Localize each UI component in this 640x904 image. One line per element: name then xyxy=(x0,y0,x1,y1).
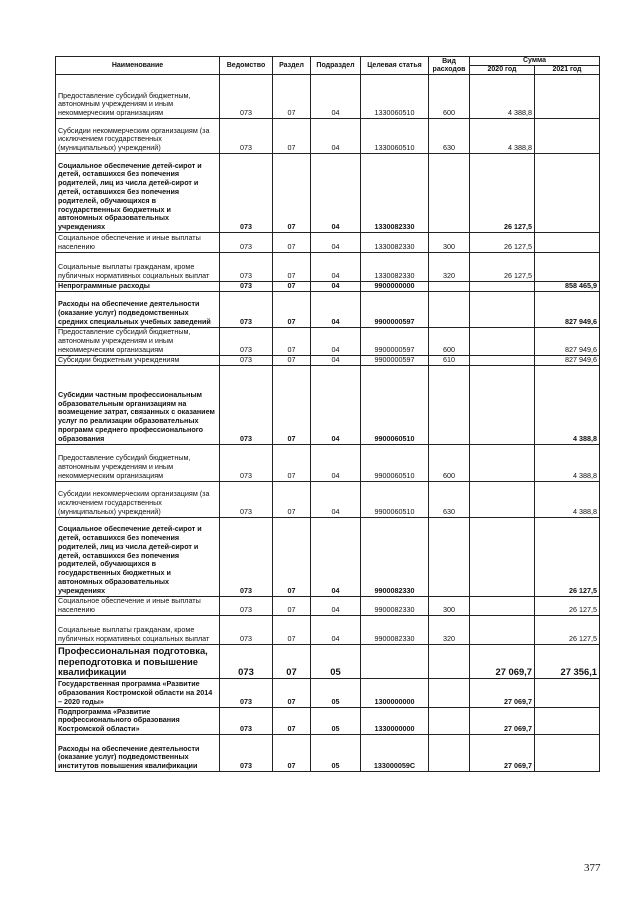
row-2020-cell xyxy=(470,291,535,327)
row-article-cell: 1330082330 xyxy=(361,233,429,253)
row-2021-cell: 827 949,6 xyxy=(535,355,600,365)
table-row xyxy=(56,327,600,355)
row-article-cell: 9900000597 xyxy=(361,291,429,327)
row-section-cell: 07 xyxy=(273,291,311,327)
row-article-cell: 9900000000 xyxy=(361,282,429,292)
row-type-cell xyxy=(429,517,470,596)
row-section-cell: 07 xyxy=(273,734,311,771)
row-section-cell: 07 xyxy=(273,282,311,292)
row-article-cell: 9900082330 xyxy=(361,615,429,644)
row-section-cell: 07 xyxy=(273,154,311,233)
header-2021: 2021 год xyxy=(535,66,600,75)
row-2021-cell xyxy=(535,119,600,154)
row-2020-cell xyxy=(470,444,535,481)
row-2021-cell: 827 949,6 xyxy=(535,291,600,327)
row-subsection-cell: 04 xyxy=(311,327,361,355)
row-type-cell: 320 xyxy=(429,253,470,282)
row-section-cell: 07 xyxy=(273,596,311,615)
row-subsection-cell: 04 xyxy=(311,596,361,615)
row-2021-cell: 4 388,8 xyxy=(535,444,600,481)
row-type-cell xyxy=(429,291,470,327)
row-dept-cell: 073 xyxy=(220,355,273,365)
row-name-cell: Непрограммные расходы xyxy=(56,282,220,292)
table-row xyxy=(56,644,600,678)
row-article-cell: 9900082330 xyxy=(361,596,429,615)
row-name-cell: Социальное обеспечение детей-сирот и детей, оставшихся без попечения родителей, лиц из числа детей-сирот и детей, оставшихся без попечения родителей, обучающихся в государственных бюджетных и автономных образовательных учреждениях xyxy=(56,154,220,233)
row-2021-cell xyxy=(535,75,600,119)
row-2021-cell xyxy=(535,233,600,253)
row-subsection-cell: 05 xyxy=(311,707,361,734)
header-type: Вид расходов xyxy=(429,57,470,75)
header-dept: Ведомство xyxy=(220,57,273,75)
row-subsection-cell: 04 xyxy=(311,615,361,644)
row-subsection-cell: 04 xyxy=(311,75,361,119)
row-subsection-cell: 04 xyxy=(311,481,361,517)
row-type-cell: 300 xyxy=(429,596,470,615)
row-article-cell: 1330000000 xyxy=(361,707,429,734)
row-section-cell: 07 xyxy=(273,75,311,119)
row-2021-cell: 858 465,9 xyxy=(535,282,600,292)
row-2021-cell: 26 127,5 xyxy=(535,615,600,644)
table-row xyxy=(56,707,600,734)
table-row xyxy=(56,615,600,644)
row-type-cell xyxy=(429,644,470,678)
row-section-cell: 07 xyxy=(273,615,311,644)
row-name-cell: Предоставление субсидий бюджетным, автономным учреждениям и иным некоммерческим организациям xyxy=(56,75,220,119)
row-2021-cell xyxy=(535,734,600,771)
row-type-cell: 630 xyxy=(429,481,470,517)
row-dept-cell: 073 xyxy=(220,678,273,707)
row-name-cell: Профессиональная подготовка, переподготовка и повышение квалификации xyxy=(56,644,220,678)
row-dept-cell: 073 xyxy=(220,154,273,233)
row-section-cell: 07 xyxy=(273,707,311,734)
table-body xyxy=(56,75,600,772)
row-article-cell: 9900060510 xyxy=(361,481,429,517)
header-name: Наименование xyxy=(56,57,220,75)
row-2020-cell: 27 069,7 xyxy=(470,678,535,707)
row-name-cell: Предоставление субсидий бюджетным, автономным учреждениям и иным некоммерческим организациям xyxy=(56,444,220,481)
table-row xyxy=(56,596,600,615)
row-article-cell: 9900060510 xyxy=(361,444,429,481)
row-2020-cell xyxy=(470,615,535,644)
row-2020-cell: 26 127,5 xyxy=(470,233,535,253)
row-subsection-cell: 04 xyxy=(311,365,361,444)
row-2021-cell: 27 356,1 xyxy=(535,644,600,678)
row-2020-cell xyxy=(470,481,535,517)
row-article-cell: 1330060510 xyxy=(361,75,429,119)
row-subsection-cell: 04 xyxy=(311,517,361,596)
row-type-cell xyxy=(429,282,470,292)
row-name-cell: Расходы на обеспечение деятельности (оказание услуг) подведомственных институтов повышения квалификации xyxy=(56,734,220,771)
row-type-cell: 600 xyxy=(429,327,470,355)
row-2020-cell: 26 127,5 xyxy=(470,154,535,233)
row-subsection-cell: 04 xyxy=(311,282,361,292)
row-article-cell: 9900000597 xyxy=(361,327,429,355)
row-2021-cell xyxy=(535,253,600,282)
row-2020-cell: 4 388,8 xyxy=(470,119,535,154)
table-row xyxy=(56,253,600,282)
header-sum: Сумма xyxy=(470,57,600,66)
header-article: Целевая статья xyxy=(361,57,429,75)
table-row xyxy=(56,119,600,154)
row-name-cell: Социальное обеспечение и иные выплаты населению xyxy=(56,233,220,253)
row-type-cell xyxy=(429,678,470,707)
row-2020-cell: 27 069,7 xyxy=(470,734,535,771)
table-row xyxy=(56,678,600,707)
row-type-cell: 600 xyxy=(429,75,470,119)
row-subsection-cell: 04 xyxy=(311,444,361,481)
table-row xyxy=(56,75,600,119)
row-2020-cell xyxy=(470,365,535,444)
row-2020-cell xyxy=(470,355,535,365)
row-2021-cell xyxy=(535,154,600,233)
row-type-cell: 610 xyxy=(429,355,470,365)
row-dept-cell: 073 xyxy=(220,517,273,596)
row-section-cell: 07 xyxy=(273,444,311,481)
row-article-cell: 9900082330 xyxy=(361,517,429,596)
row-dept-cell: 073 xyxy=(220,291,273,327)
row-type-cell xyxy=(429,154,470,233)
row-2020-cell: 27 069,7 xyxy=(470,644,535,678)
row-section-cell: 07 xyxy=(273,253,311,282)
row-section-cell: 07 xyxy=(273,365,311,444)
row-name-cell: Субсидии бюджетным учреждениям xyxy=(56,355,220,365)
row-dept-cell: 073 xyxy=(220,75,273,119)
row-type-cell: 320 xyxy=(429,615,470,644)
table-row xyxy=(56,517,600,596)
row-type-cell: 600 xyxy=(429,444,470,481)
row-2020-cell xyxy=(470,596,535,615)
header-row xyxy=(56,57,600,66)
row-dept-cell: 073 xyxy=(220,233,273,253)
row-dept-cell: 073 xyxy=(220,253,273,282)
table-row xyxy=(56,365,600,444)
row-article-cell: 1300000000 xyxy=(361,678,429,707)
row-name-cell: Подпрограмма «Развитие профессионального образования Костромской области» xyxy=(56,707,220,734)
page-number: 377 xyxy=(584,862,601,874)
row-2021-cell: 26 127,5 xyxy=(535,596,600,615)
row-article-cell xyxy=(361,644,429,678)
row-subsection-cell: 04 xyxy=(311,291,361,327)
row-section-cell: 07 xyxy=(273,481,311,517)
row-type-cell: 630 xyxy=(429,119,470,154)
row-section-cell: 07 xyxy=(273,678,311,707)
row-section-cell: 07 xyxy=(273,119,311,154)
row-dept-cell: 073 xyxy=(220,365,273,444)
table-row xyxy=(56,444,600,481)
row-subsection-cell: 04 xyxy=(311,233,361,253)
row-2021-cell xyxy=(535,678,600,707)
row-subsection-cell: 04 xyxy=(311,119,361,154)
row-name-cell: Предоставление субсидий бюджетным, автономным учреждениям и иным некоммерческим организациям xyxy=(56,327,220,355)
table-row xyxy=(56,481,600,517)
row-dept-cell: 073 xyxy=(220,444,273,481)
row-name-cell: Субсидии частным профессиональным образовательным организациям на возмещение затрат, связанных с оказанием услуг по реализации образовательных программ среднего профессионального образования xyxy=(56,365,220,444)
row-2020-cell: 27 069,7 xyxy=(470,707,535,734)
row-2020-cell: 4 388,8 xyxy=(470,75,535,119)
row-name-cell: Социальные выплаты гражданам, кроме публичных нормативных социальных выплат xyxy=(56,615,220,644)
row-name-cell: Социальное обеспечение и иные выплаты населению xyxy=(56,596,220,615)
row-subsection-cell: 05 xyxy=(311,678,361,707)
header-section: Раздел xyxy=(273,57,311,75)
row-dept-cell: 073 xyxy=(220,327,273,355)
row-dept-cell: 073 xyxy=(220,644,273,678)
row-section-cell: 07 xyxy=(273,355,311,365)
row-type-cell: 300 xyxy=(429,233,470,253)
table-row xyxy=(56,734,600,771)
row-article-cell: 9900060510 xyxy=(361,365,429,444)
row-subsection-cell: 04 xyxy=(311,154,361,233)
table-row xyxy=(56,154,600,233)
row-dept-cell: 073 xyxy=(220,596,273,615)
table-row xyxy=(56,282,600,292)
row-subsection-cell: 04 xyxy=(311,253,361,282)
row-subsection-cell: 05 xyxy=(311,644,361,678)
row-type-cell xyxy=(429,707,470,734)
row-name-cell: Государственная программа «Развитие образования Костромской области на 2014 – 2020 годы» xyxy=(56,678,220,707)
row-dept-cell: 073 xyxy=(220,615,273,644)
row-subsection-cell: 05 xyxy=(311,734,361,771)
row-type-cell xyxy=(429,365,470,444)
row-2020-cell xyxy=(470,517,535,596)
row-dept-cell: 073 xyxy=(220,734,273,771)
row-section-cell: 07 xyxy=(273,517,311,596)
table-row xyxy=(56,355,600,365)
row-2021-cell xyxy=(535,707,600,734)
table-row xyxy=(56,233,600,253)
row-dept-cell: 073 xyxy=(220,282,273,292)
row-article-cell: 1330082330 xyxy=(361,253,429,282)
row-2020-cell xyxy=(470,327,535,355)
row-name-cell: Социальное обеспечение детей-сирот и детей, оставшихся без попечения родителей, лиц из числа детей-сирот и детей, оставшихся без попечения родителей, обучающихся в государственных бюджетных и автономных образовательных учреждениях xyxy=(56,517,220,596)
row-name-cell: Субсидии некоммерческим организациям (за исключением государственных (муниципальных) учреждений) xyxy=(56,481,220,517)
row-article-cell: 1330060510 xyxy=(361,119,429,154)
row-dept-cell: 073 xyxy=(220,119,273,154)
table-row xyxy=(56,291,600,327)
row-section-cell: 07 xyxy=(273,233,311,253)
row-name-cell: Социальные выплаты гражданам, кроме публичных нормативных социальных выплат xyxy=(56,253,220,282)
row-section-cell: 07 xyxy=(273,327,311,355)
row-subsection-cell: 04 xyxy=(311,355,361,365)
row-type-cell xyxy=(429,734,470,771)
row-section-cell: 07 xyxy=(273,644,311,678)
header-2020: 2020 год xyxy=(470,66,535,75)
row-dept-cell: 073 xyxy=(220,707,273,734)
row-article-cell: 9900000597 xyxy=(361,355,429,365)
row-2020-cell: 26 127,5 xyxy=(470,253,535,282)
row-2021-cell: 827 949,6 xyxy=(535,327,600,355)
row-2021-cell: 26 127,5 xyxy=(535,517,600,596)
row-article-cell: 1330082330 xyxy=(361,154,429,233)
header-subsection: Подраздел xyxy=(311,57,361,75)
row-name-cell: Расходы на обеспечение деятельности (оказание услуг) подведомственных средних специальных учебных заведений xyxy=(56,291,220,327)
row-dept-cell: 073 xyxy=(220,481,273,517)
row-name-cell: Субсидии некоммерческим организациям (за исключением государственных (муниципальных) учреждений) xyxy=(56,119,220,154)
row-2020-cell xyxy=(470,282,535,292)
row-article-cell: 133000059С xyxy=(361,734,429,771)
row-2021-cell: 4 388,8 xyxy=(535,481,600,517)
row-2021-cell: 4 388,8 xyxy=(535,365,600,444)
budget-table xyxy=(55,56,600,772)
